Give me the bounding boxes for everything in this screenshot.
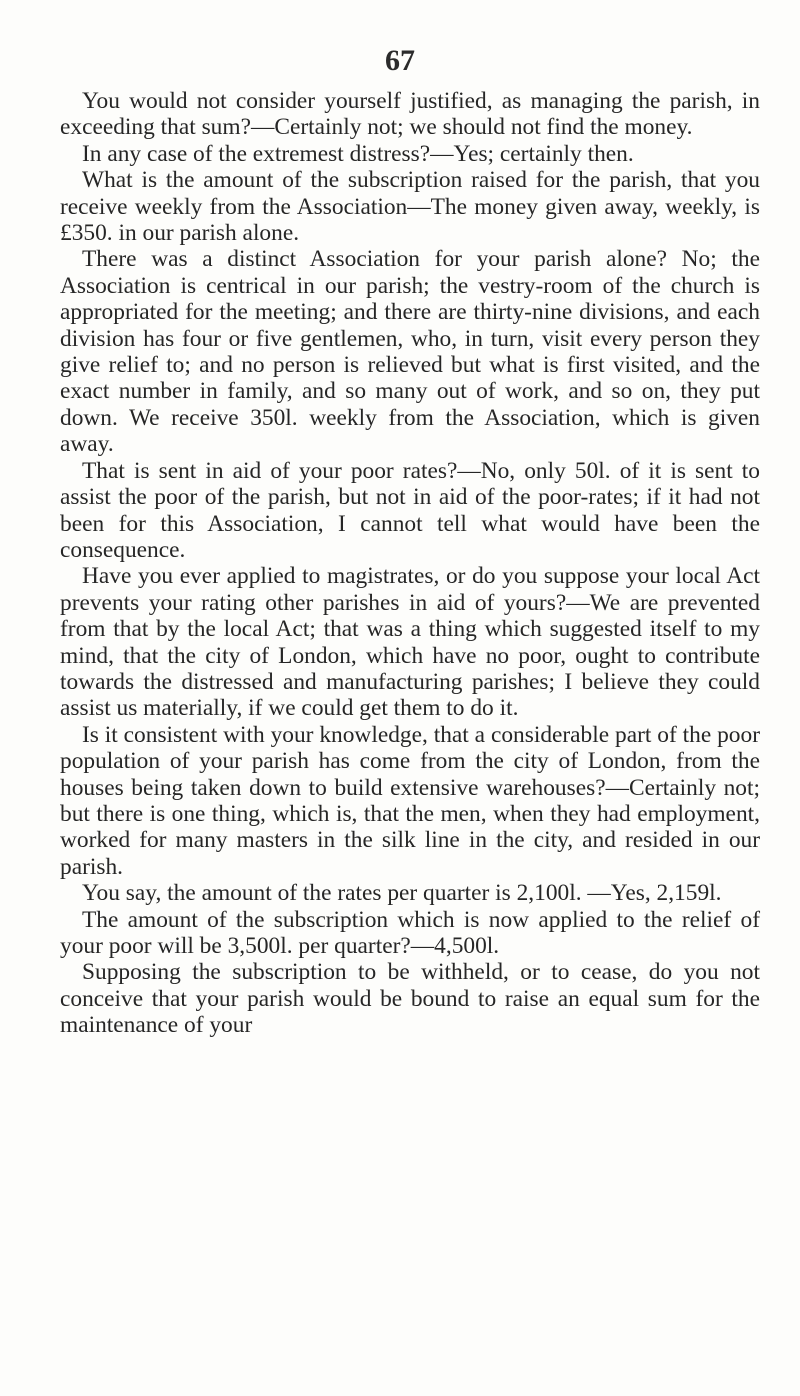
paragraph: Supposing the subscription to be withheld, or to cease, do you not conceive that your parish would be bound to raise an equal sum for the maintenance of your — [60, 959, 760, 1039]
paragraph: What is the amount of the subscription raised for the parish, that you receive weekly from the Association—The money given away, weekly, is £350. in our parish alone. — [60, 167, 760, 247]
page-number: 67 — [385, 44, 415, 77]
paragraph: In any case of the extremest distress?—Yes; certainly then. — [82, 140, 634, 167]
paragraph: The amount of the subscription which is now applied to the relief of your poor will be 3,500l. per quarter?—4,500l. — [60, 906, 760, 959]
paragraph: You would not consider yourself justified, as managing the parish, in exceeding that sum?—Certainly not; we should not find the money. — [60, 88, 760, 141]
paragraph: You say, the amount of the rates per quarter is 2,100l. —Yes, 2,159l. — [82, 880, 722, 907]
body-text — [60, 88, 760, 1039]
paragraph: That is sent in aid of your poor rates?—No, only 50l. of it is sent to assist the poor of the parish, but not in aid of the poor-rates; if it had not been for this Association, I cannot tell what would have been the consequence. — [60, 457, 760, 563]
paragraph: Is it consistent with your knowledge, that a considerable part of the poor population of your parish has come from the city of London, from the houses being taken down to build extensive warehouses?—Certainly not; but there is one thing, which is, that the men, when they had employment, worked for many masters in the silk line in the city, and resided in our parish. — [60, 721, 760, 880]
paragraph: There was a distinct Association for your parish alone? No; the Association is centrical in our parish; the vestry-room of the church is appropriated for the meeting; and there are thirty-nine divisions, and each division has four or five gentlemen, who, in turn, visit every person they give relief to; and no person is relieved but what is first visited, and the exact number in family, and so many out of work, and so on, they put down. We receive 350l. weekly from the Association, which is given away. — [60, 246, 760, 458]
paragraph: Have you ever applied to magistrates, or do you suppose your local Act prevents your rating other parishes in aid of yours?—We are prevented from that by the local Act; that was a thing which suggested itself to my mind, that the city of London, which have no poor, ought to contribute towards the distressed and manufacturing parishes; I believe they could assist us materially, if we could get them to do it. — [60, 563, 760, 722]
